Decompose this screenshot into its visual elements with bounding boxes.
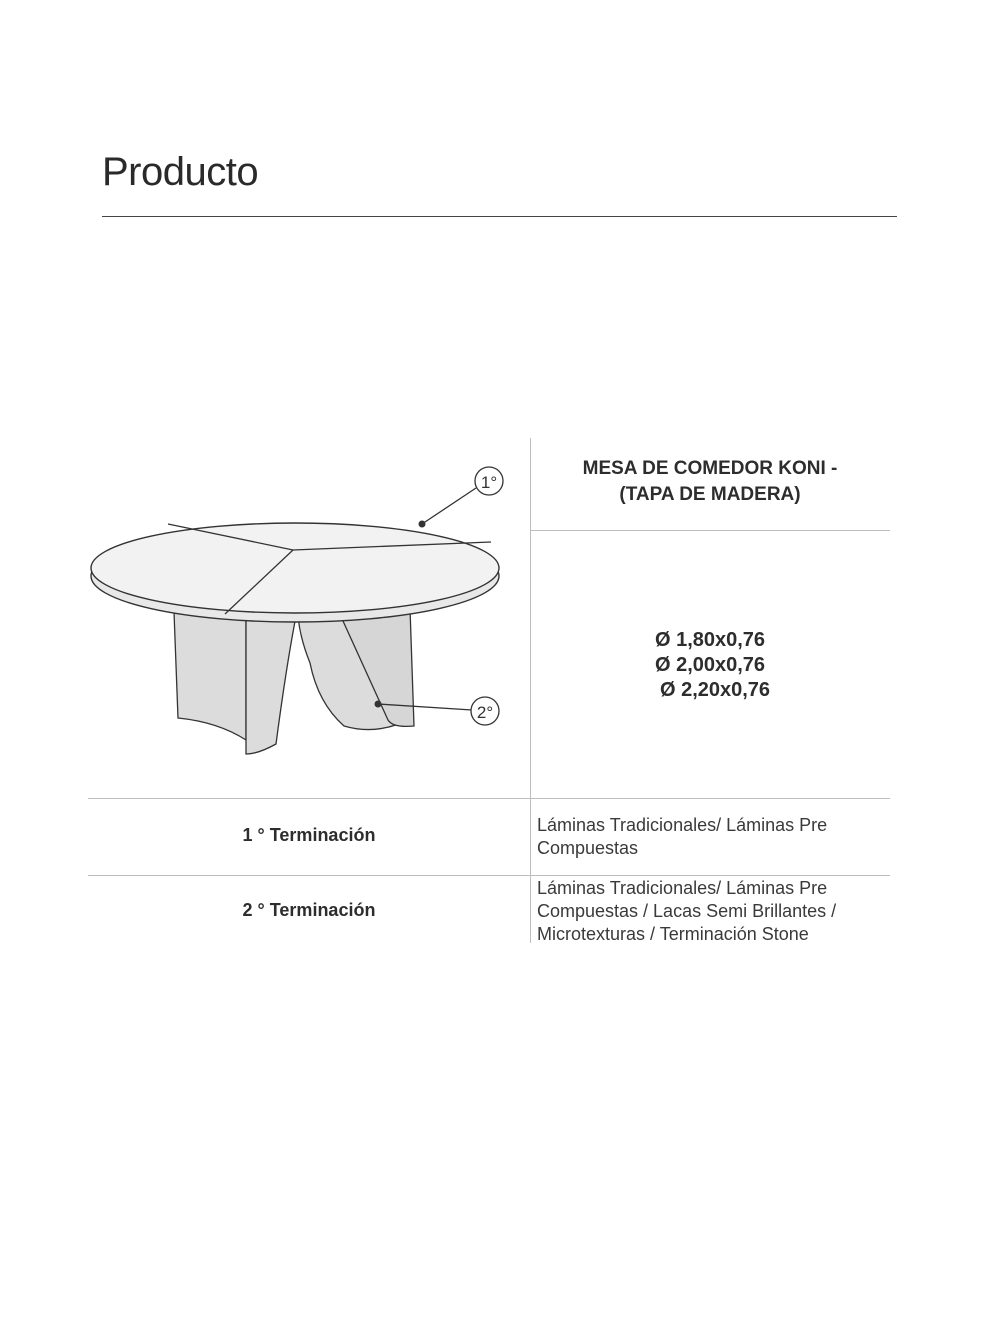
product-name — [530, 456, 890, 508]
callout-1-label: 1° — [480, 473, 498, 492]
product-name-line-2: (TAPA DE MADERA) — [619, 484, 801, 505]
dimension-item: Ø 2,20x0,76 — [659, 679, 771, 701]
finish-2-label: 2 ° Terminación — [242, 900, 376, 920]
finish-1-value: Láminas Tradicionales/ Láminas Pre Compuestas — [537, 815, 828, 858]
product-name-line-1: MESA DE COMEDOR KONI - — [582, 458, 838, 479]
dimension-item: Ø 1,80x0,76 — [654, 629, 766, 651]
table-drawing — [88, 458, 518, 788]
row-divider-3 — [88, 875, 890, 876]
title-divider — [102, 216, 897, 217]
row-divider-1 — [530, 530, 890, 531]
spec-table — [88, 438, 890, 943]
finish-1-label: 1 ° Terminación — [242, 825, 376, 845]
page-title: Producto — [102, 150, 259, 194]
dimensions-list — [530, 628, 890, 703]
tabletop — [91, 523, 499, 613]
callout-2-label: 2° — [476, 703, 494, 722]
finish-2-value: Láminas Tradicionales/ Láminas Pre Compuestas / Lacas Semi Brillantes / Microtexturas / Terminación Stone — [537, 878, 837, 944]
dimension-item: Ø 2,00x0,76 — [654, 654, 766, 676]
table-legs — [174, 608, 414, 754]
row-divider-2 — [88, 798, 890, 799]
